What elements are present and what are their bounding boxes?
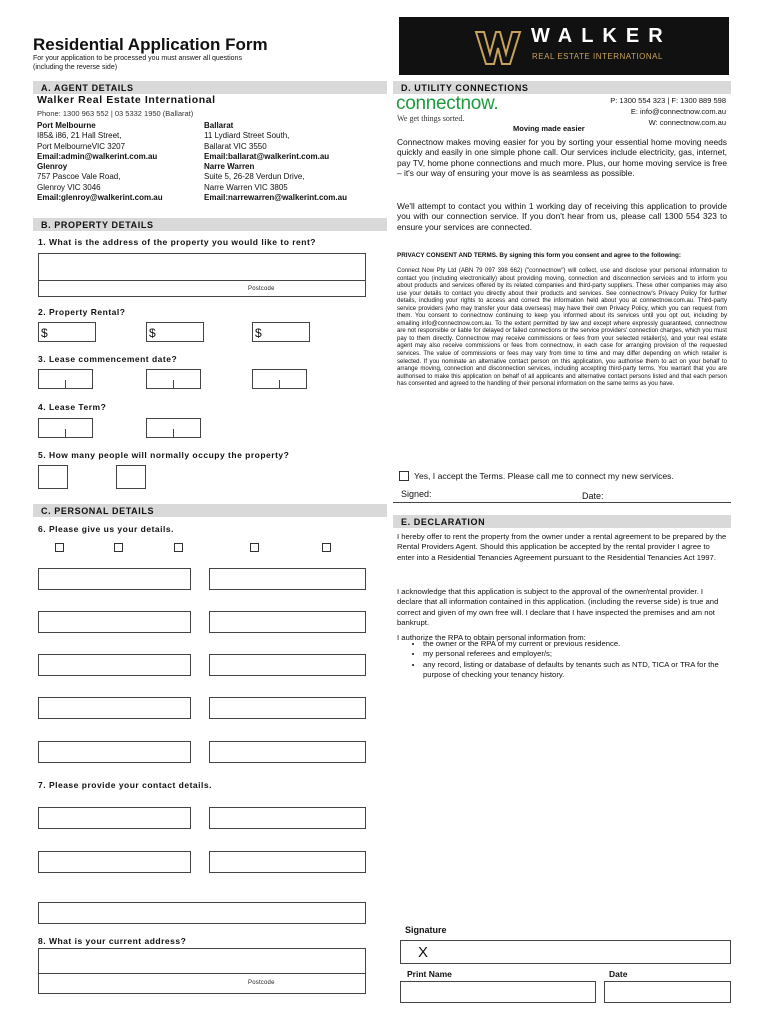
office-email-label: Email: (204, 151, 229, 161)
tick (173, 429, 174, 438)
declaration-paragraph-1: I hereby offer to rent the property from the owner under a rental agreement to be prepared by the Rental Providers Agent. Should this application be accepted by the rental provider I agree to enter into a Residential Tenancies Agreement pursuant to the Residential Tenancies Act 1997. (397, 532, 727, 562)
office-name: Ballarat (204, 121, 234, 130)
tick (173, 380, 174, 389)
signature-input[interactable] (400, 940, 731, 964)
connectnow-motto: Moving made easier (513, 124, 585, 133)
office-email-label: Email: (204, 192, 229, 202)
declaration-paragraph-3: I authorize the RPA to obtain personal information from: (397, 633, 586, 642)
current-address-input[interactable] (38, 948, 366, 994)
question-2: 2. Property Rental? (38, 307, 126, 317)
date-of-birth-input[interactable] (38, 611, 191, 633)
office-email-label: Email: (37, 192, 62, 202)
title-checkbox[interactable] (322, 543, 331, 552)
licence-number-input[interactable] (209, 611, 366, 633)
property-address-input[interactable] (38, 253, 366, 297)
office-email[interactable]: admin@walkerint.com.au (61, 151, 158, 161)
title-checkbox[interactable] (114, 543, 123, 552)
office-address-2: Ballarat VIC 3550 (204, 141, 267, 151)
divider (38, 280, 366, 281)
passport-input[interactable] (38, 697, 191, 719)
office-address-1: Suite 5, 26-28 Verdun Drive, (204, 172, 305, 182)
title-checkbox[interactable] (250, 543, 259, 552)
email-input[interactable] (38, 902, 366, 924)
signature-label: Signature (405, 925, 447, 935)
logo-word: WALKER (531, 25, 672, 47)
signed-label: Signed: (401, 489, 432, 499)
utility-date-label: Date: (582, 491, 604, 501)
declaration-bullets (397, 639, 745, 680)
divider (38, 973, 366, 974)
question-8: 8. What is your current address? (38, 936, 187, 946)
office-address-1: 757 Pascoe Vale Road, (37, 172, 121, 182)
dollar-sign: $ (149, 326, 156, 340)
logo-tagline: REAL ESTATE INTERNATIONAL (532, 52, 663, 61)
office-address-1: 11 Lydiard Street South, (204, 131, 290, 141)
occupants-children-input[interactable] (116, 465, 146, 489)
question-1: 1. What is the address of the property you would like to rent? (38, 237, 317, 247)
declaration-bullet: • any record, listing or database of defaults by tenants such as NTD, TICA or TRA for the purpose of checking your tenancy history. (423, 660, 745, 681)
question-7: 7. Please provide your contact details. (38, 780, 212, 790)
id-expiry-input[interactable] (209, 654, 366, 676)
tick (65, 380, 66, 389)
consent-checkbox[interactable] (399, 471, 409, 481)
agent-phone: Phone: 1300 963 552 | 03 5332 1950 (Ballarat) (37, 109, 194, 118)
office-name: Narre Warren (204, 162, 255, 171)
question-4: 4. Lease Term? (38, 402, 107, 412)
privacy-title: PRIVACY CONSENT AND TERMS. By signing this form you consent and agree to the following: (397, 252, 681, 259)
title-checkbox[interactable] (55, 543, 64, 552)
agent-details-heading: A. AGENT DETAILS (33, 81, 387, 94)
walker-logo (399, 17, 729, 75)
declaration-date-label: Date (609, 969, 628, 979)
page-title: Residential Application Form (33, 35, 268, 54)
declaration-bullet: • the owner or the RPA of my current or previous residence. (423, 639, 745, 649)
utility-connections-heading: D. UTILITY CONNECTIONS (393, 81, 731, 94)
office-email-label: Email: (37, 151, 62, 161)
connectnow-phone: P: 1300 554 323 | F: 1300 889 598 (610, 96, 726, 105)
id-number-input[interactable] (38, 654, 191, 676)
surname-input[interactable] (209, 568, 366, 590)
declaration-paragraph-2: I acknowledge that this application is subject to the approval of the owner/rental provider. I declare that all information contained in this application. (including the reverse side) is true and correct and given of my own free will. I declare that I have inspected the premises and am not bankrupt. (397, 587, 719, 627)
question-5: 5. How many people will normally occupy the property? (38, 450, 290, 460)
utility-signature-line[interactable] (393, 502, 731, 503)
dollar-sign: $ (41, 326, 48, 340)
office-email[interactable]: narrewarren@walkerint.com.au (228, 192, 347, 202)
office-name: Port Melbourne (37, 121, 96, 130)
title-checkbox[interactable] (174, 543, 183, 552)
property-details-heading: B. PROPERTY DETAILS (33, 218, 387, 231)
office-glenroy (37, 162, 163, 203)
mobile-phone-input[interactable] (38, 851, 191, 873)
question-3: 3. Lease commencement date? (38, 354, 178, 364)
declaration-heading: E. DECLARATION (393, 515, 731, 528)
declaration-date-input[interactable] (604, 981, 731, 1003)
office-email[interactable]: ballarat@walkerint.com.au (228, 151, 330, 161)
print-name-label: Print Name (407, 969, 452, 979)
postcode-label: Postcode (248, 980, 275, 986)
page-subtitle: For your application to be processed you must answer all questions (33, 55, 242, 62)
connectnow-logo: connectnow. (396, 93, 499, 114)
declaration-bullet: • my personal referees and employer/s; (423, 649, 745, 659)
work-phone-input[interactable] (209, 807, 366, 829)
pension-number-input[interactable] (209, 741, 366, 763)
utility-paragraph-1: Connectnow makes moving easier for you by sorting your essential home moving needs quickly and easily in one simple phone call. Our services include electricity, gas, internet, pay TV, home phone connections and much more. Plus, our home moving service is free – it's our way of ensuring your move is as seamless as possible. (397, 137, 727, 178)
personal-details-heading: C. PERSONAL DETAILS (33, 504, 387, 517)
office-address-2: Port MelbourneVIC 3207 (37, 141, 126, 151)
office-port-melbourne (37, 121, 157, 162)
walker-emblem-icon (474, 24, 522, 68)
postcode-label: Postcode (248, 286, 275, 292)
first-name-input[interactable] (38, 568, 191, 590)
page-subtitle-2: (including the reverse side) (33, 64, 118, 71)
connectnow-email-text[interactable]: E: info@connectnow.com.au (630, 107, 726, 116)
office-name: Glenroy (37, 162, 68, 171)
tick (65, 429, 66, 438)
office-narre-warren (204, 162, 347, 203)
utility-paragraph-2: We'll attempt to contact you within 1 working day of receiving this application to provide you with our connection service. If you don't hear from us, please call 1300 554 323 to ensure your services are connected. (397, 201, 727, 232)
office-email[interactable]: glenroy@walkerint.com.au (61, 192, 163, 202)
office-address-1: I85& i86, 21 Hall Street, (37, 131, 122, 141)
passport-country-input[interactable] (209, 697, 366, 719)
home-phone-input[interactable] (38, 807, 191, 829)
fax-input[interactable] (209, 851, 366, 873)
occupants-adults-input[interactable] (38, 465, 68, 489)
question-6: 6. Please give us your details. (38, 524, 174, 534)
tick (279, 380, 280, 389)
office-address-2: Narre Warren VIC 3805 (204, 182, 288, 192)
agent-company: Walker Real Estate International (37, 94, 216, 106)
connectnow-website[interactable]: W: connectnow.com.au (648, 118, 726, 127)
consent-label: Yes, I accept the Terms. Please call me to connect my new services. (414, 471, 674, 481)
dollar-sign: $ (255, 326, 262, 340)
office-ballarat (204, 121, 329, 162)
print-name-input[interactable] (400, 981, 596, 1003)
connectnow-email[interactable] (631, 107, 726, 116)
connectnow-tagline: We get things sorted. (397, 114, 465, 123)
office-address-2: Glenroy VIC 3046 (37, 182, 101, 192)
signature-mark: X (418, 944, 429, 961)
privacy-body: Connect Now Pty Ltd (ABN 79 097 398 662) ("connectnow") will collect, use and disclose your personal information to contact you (including electronically) about providing moving, connection and disconnection services and to inform you about products and services offered by its related companies and third-party suppliers. These other companies may also use your details to contact you directly about their products and services. See connectnow's Privacy Policy for further details, including your rights to access and correct the information held about you at connectnow.com.au. Third-party service providers (who may transfer your data overseas) may have their own Privacy Policy, which you can request from them. You consent to connectnow continuing to keep you informed about its services until you opt out, including by emailing info@connectnow.com.au. To the extent permitted by law and except where expressly guaranteed, connectnow are not responsible or liable for delayed or failed connections or the service providers' connection charges, which you must pay to them directly. Connectnow may receive commissions or fees from your selected retailer(s), and your real estate agent may also receive commissions or fees from connectnow, in each case for arranging provision of the requested services. The value of commissions or fees may vary from time to time and may differ depending on which retailer is selected. If you nominate an alternative contact person on this application, you authorise them to act on your behalf to arrange moving, connection and disconnection services, including accepting third-party terms. You warrant that you are authorised to make this application on behalf of all applicants and alternative contact persons listed and that each person has consented and agreed to the handling of their personal information on the same terms as you have. (397, 268, 727, 388)
vehicle-registration-input[interactable] (38, 741, 191, 763)
